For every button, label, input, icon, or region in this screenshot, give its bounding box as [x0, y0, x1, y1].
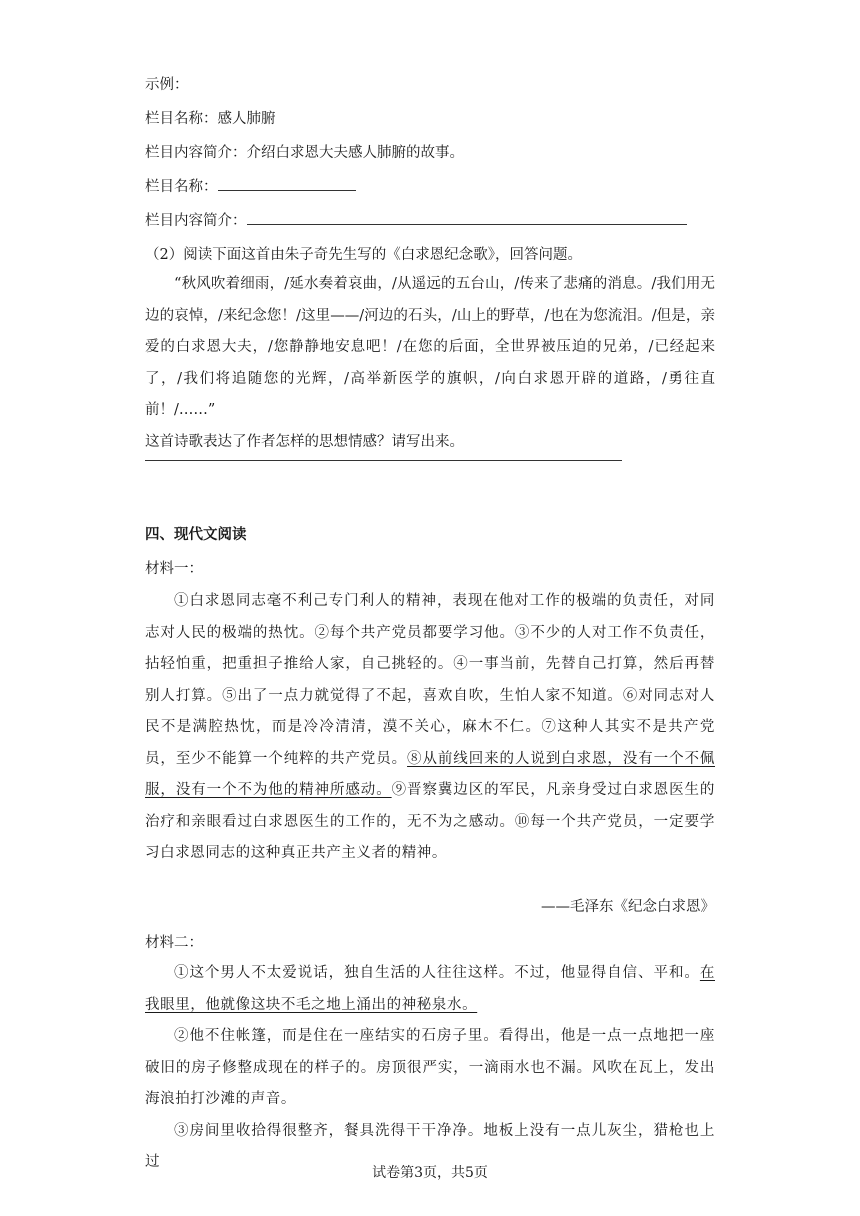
material-1-sentences-9-10: ⑨晋察冀边区的军民，凡亲身受过白求恩医生的治疗和亲眼看过白求恩医生的工作的，无不为之感动。⑩每一个共产党员，一定要学习白求恩同志的这种真正共产主义者的精神。: [145, 782, 715, 861]
column-name-example: 栏目名称：感人肺腑: [145, 111, 276, 127]
material-2-paragraph-1: [145, 958, 715, 1021]
material-1-text: [145, 586, 715, 870]
column-intro-answer-row: [145, 209, 687, 230]
material-2-paragraph-3: ③房间里收拾得很整齐，餐具洗得干干净净。地板上没有一点儿灰尘，猎枪也上过: [145, 1122, 715, 1170]
question-2-answer-blank[interactable]: [145, 460, 622, 461]
material-2-text: [145, 958, 715, 1179]
material-2-p1-text: ①这个男人不太爱说话，独自生活的人往往这样。不过，他显得自信、平和。: [174, 965, 700, 981]
column-intro-blank[interactable]: [247, 209, 687, 225]
poem-text: “秋风吹着细雨，/延水奏着哀曲，/从遥远的五台山，/传来了悲痛的消息。/我们用无边的哀悼，/来纪念您！/这里——/河边的石头，/山上的野草，/也在为您流泪。/但是，亲爱的白求恩大夫，/您静静地安息吧！/在您的后面，全世界被压迫的兄弟，/已经起来了，/我们将追随您的光辉，/高举新医学的旗帜，/向白求恩开辟的道路，/勇往直前！/……”: [145, 276, 715, 418]
column-name-answer-row: [145, 175, 356, 196]
material-2-underlined-sentence: 在我眼里，他就像这块不毛之地上涌出的神秘泉水。: [145, 965, 715, 1013]
example-label: 示例：: [145, 77, 189, 93]
page-footer: 试卷第3页，共5页: [372, 1165, 488, 1181]
column-intro-label: 栏目内容简介：: [145, 213, 247, 230]
question-2-text: 这首诗歌表达了作者怎样的思想情感？请写出来。: [145, 433, 464, 450]
column-intro-example: 栏目内容简介：介绍白求恩大夫感人肺腑的故事。: [145, 145, 464, 161]
material-1-sentences-1-7: ①白求恩同志毫不利己专门利人的精神，表现在他对工作的极端的负责任，对同志对人民的极端的热忱。②每个共产党员都要学习他。③不少的人对工作不负责任，拈轻怕重，把重担子推给人家，自己挑轻的。④一事当前，先替自己打算，然后再替别人打算。⑤出了一点力就觉得了不起，喜欢自吹，生怕人家不知道。⑥对同志对人民不是满腔热忱，而是冷冷清清，漠不关心，麻木不仁。⑦这种人其实不是共产党员，至少不能算一个纯粹的共产党员。: [145, 593, 715, 767]
material-2-paragraph-2: ②他不住帐篷，而是住在一座结实的石房子里。看得出，他是一点一点地把一座破旧的房子修整成现在的样子的。房顶很严实，一滴雨水也不漏。风吹在瓦上，发出海浪拍打沙滩的声音。: [145, 1028, 715, 1107]
material-1-underlined-sentence: ⑧从前线回来的人说到白求恩，没有一个不佩服，没有一个不为他的精神所感动。: [145, 750, 716, 798]
section-4-heading: 四、现代文阅读: [145, 526, 247, 543]
poem-block: [145, 269, 715, 458]
question-2-prompt: （2）阅读下面这首由朱子奇先生写的《白求恩纪念歌》，回答问题。: [145, 247, 582, 263]
column-name-blank[interactable]: [218, 175, 356, 191]
material-1-paragraph: [145, 586, 715, 870]
material-2-label: 材料二：: [145, 935, 203, 951]
material-1-source: ——毛泽东《纪念白求恩》: [541, 899, 715, 915]
column-name-label: 栏目名称：: [145, 179, 218, 196]
material-1-label: 材料一：: [145, 561, 203, 577]
